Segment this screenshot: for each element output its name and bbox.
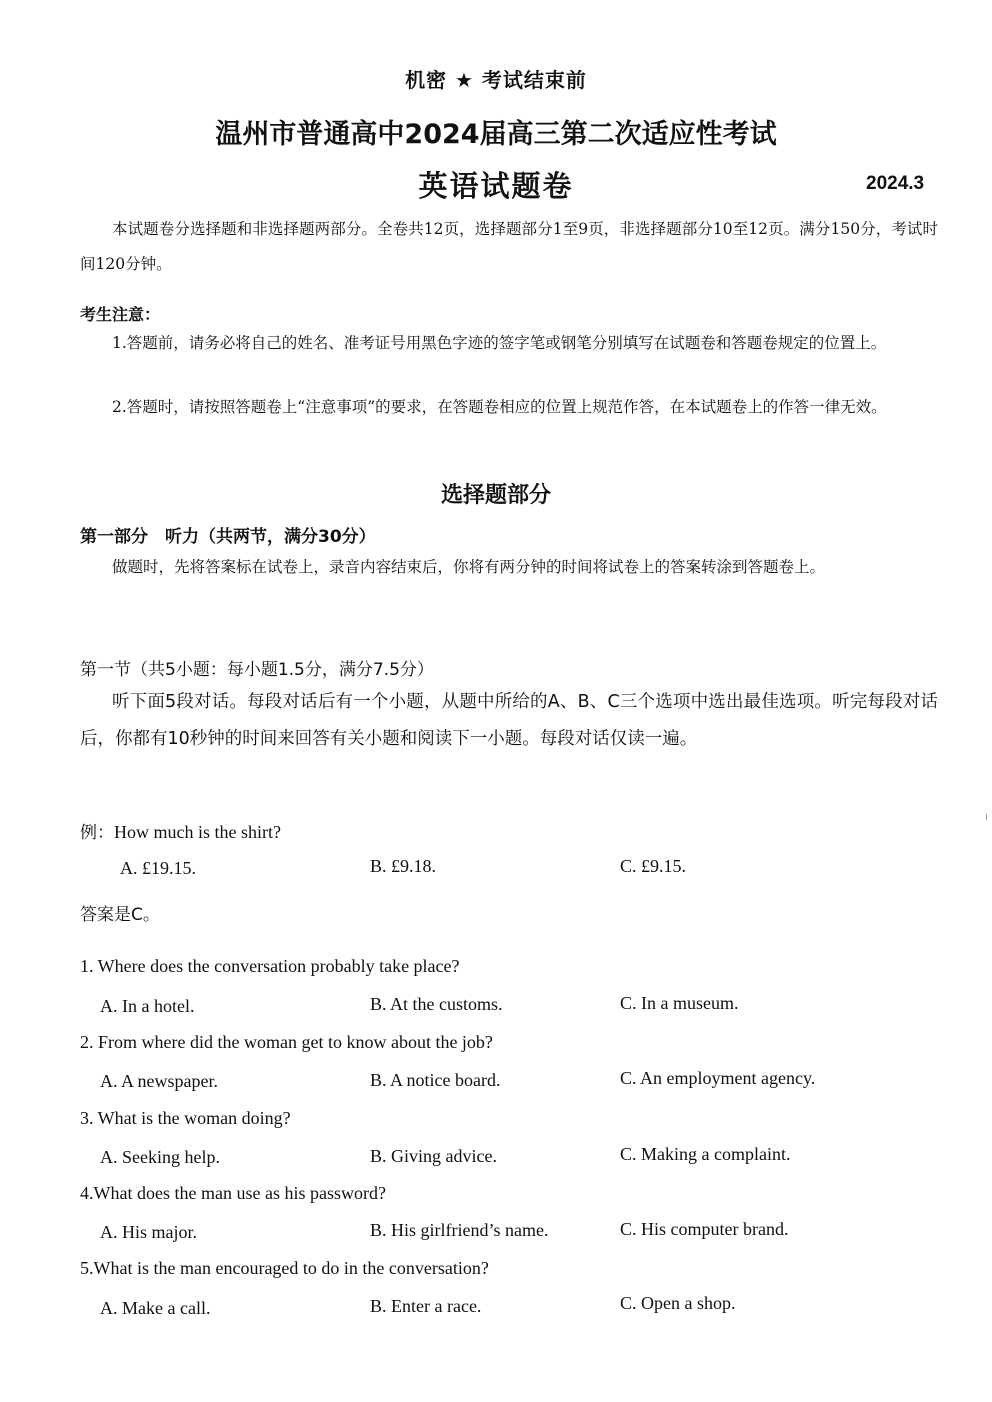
question-3-option-b: B. Giving advice. bbox=[370, 1146, 497, 1166]
example-option-b: B. £9.18. bbox=[370, 856, 437, 876]
question-5-option-a: A. Make a call. bbox=[100, 1298, 211, 1318]
subsection-instruction: 听下面5段对话。每段对话后有一个小题，从题中所给的A、B、C三个选项中选出最佳选项。听完每段对话后，你都有10秒钟的时间来回答有关小题和阅读下一小题。每段对话仅读一遍。 bbox=[80, 692, 938, 749]
question-2-option-b: B. A notice board. bbox=[370, 1070, 501, 1090]
question-1-option-b: B. At the customs. bbox=[370, 994, 503, 1014]
confidential-label: 机密 ★ 考试结束前 bbox=[405, 68, 587, 92]
question-1-option-a: A. In a hotel. bbox=[100, 996, 195, 1016]
notice-item-1: 1.答题前，请务必将自己的姓名、准考证号用黑色字迹的签字笔或钢笔分别填写在试题卷和答题卷规定的位置上。 bbox=[112, 334, 887, 352]
notice-item-2: 2.答题时，请按照答题卷上“注意事项”的要求，在答题卷相应的位置上规范作答，在本试题卷上的作答一律无效。 bbox=[112, 398, 887, 416]
exam-date: 2024.3 bbox=[866, 173, 925, 194]
question-4-option-a: A. His major. bbox=[100, 1222, 197, 1242]
example-question bbox=[80, 818, 281, 843]
example-option-c: C. £9.15. bbox=[620, 856, 687, 876]
question-5-option-b: B. Enter a race. bbox=[370, 1296, 482, 1316]
question-1: 1. Where does the conversation probably take place? bbox=[80, 956, 460, 976]
example-option-a: A. £19.15. bbox=[120, 858, 196, 878]
exam-title: 温州市普通高中2024届高三第二次适应性考试 bbox=[215, 119, 777, 150]
exam-subtitle: 英语试题卷 bbox=[418, 169, 574, 203]
question-1-option-c: C. In a museum. bbox=[620, 993, 739, 1013]
part1-heading: 第一部分 听力（共两节，满分30分） bbox=[80, 527, 376, 547]
scan-artifact-mark bbox=[986, 814, 987, 820]
question-2-option-a: A. A newspaper. bbox=[100, 1071, 218, 1091]
question-5-option-c: C. Open a shop. bbox=[620, 1293, 736, 1313]
question-4-option-c: C. His computer brand. bbox=[620, 1219, 789, 1239]
example-label: 例： bbox=[80, 823, 114, 843]
question-3-option-a: A. Seeking help. bbox=[100, 1147, 220, 1167]
question-5: 5.What is the man encouraged to do in the conversation? bbox=[80, 1258, 489, 1278]
example-question-text: How much is the shirt? bbox=[114, 822, 281, 842]
example-answer: 答案是C。 bbox=[80, 905, 160, 925]
section-title: 选择题部分 bbox=[440, 483, 551, 508]
notice-heading: 考生注意： bbox=[80, 305, 161, 324]
question-3-option-c: C. Making a complaint. bbox=[620, 1144, 791, 1164]
question-4: 4.What does the man use as his password? bbox=[80, 1183, 386, 1203]
part1-instruction: 做题时，先将答案标在试卷上，录音内容结束后，你将有两分钟的时间将试卷上的答案转涂到答题卷上。 bbox=[112, 558, 826, 576]
question-2-option-c: C. An employment agency. bbox=[620, 1068, 816, 1088]
subsection-heading: 第一节（共5小题：每小题1.5分，满分7.5分） bbox=[80, 660, 434, 680]
question-3: 3. What is the woman doing? bbox=[80, 1108, 291, 1128]
question-2: 2. From where did the woman get to know about the job? bbox=[80, 1032, 493, 1052]
question-4-option-b: B. His girlfriend’s name. bbox=[370, 1220, 549, 1240]
intro-paragraph: 本试题卷分选择题和非选择题两部分。全卷共12页，选择题部分1至9页，非选择题部分10至12页。满分150分，考试时间120分钟。 bbox=[80, 220, 938, 273]
